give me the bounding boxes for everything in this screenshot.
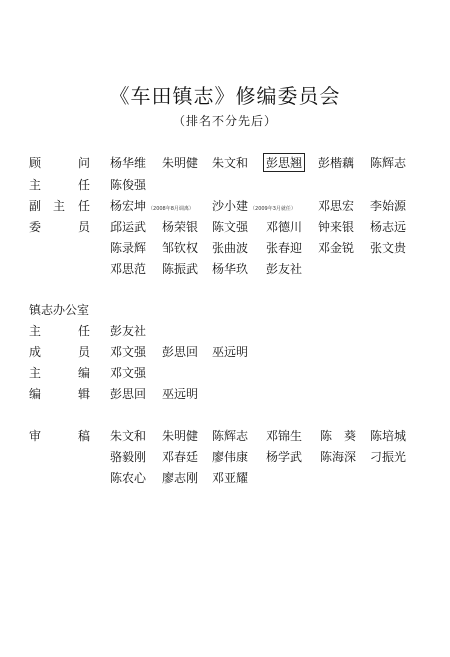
weiyuan-name-4: 邓德川 (266, 220, 303, 234)
fuzhuren-name-3: 邓思宏 (318, 199, 355, 213)
label-bianji-a: 编 (29, 387, 42, 401)
zhubian-name-1: 邓文强 (110, 366, 147, 380)
weiyuan-name-3: 陈文强 (212, 220, 249, 234)
chengyuan-name-2: 彭思回 (162, 345, 199, 359)
chengyuan-name-3: 巫远明 (212, 345, 249, 359)
weiyuan-name-13: 邓思范 (110, 262, 147, 276)
label-bianji-b: 辑 (78, 387, 91, 401)
reviewer-name-9: 廖伟康 (212, 450, 249, 464)
label-office-zhuren-a: 主 (29, 324, 42, 338)
page-title: 《车田镇志》修编委员会 (109, 84, 341, 108)
reviewer-name-12: 刁振光 (370, 450, 407, 464)
weiyuan-name-8: 邹钦权 (162, 241, 199, 255)
office-heading: 镇志办公室 (29, 303, 90, 317)
office-zhuren-name-1: 彭友社 (110, 324, 147, 338)
fuzhuren-note-1: （2008年8月调离） (148, 206, 194, 212)
reviewer-name-1: 朱文和 (110, 429, 147, 443)
label-zhuren-b: 任 (78, 178, 91, 192)
guwen-name-1: 杨华维 (110, 156, 147, 170)
weiyuan-name-2: 杨荣银 (162, 220, 199, 234)
reviewer-name-14: 廖志刚 (162, 471, 199, 485)
fuzhuren-name-2 (212, 197, 296, 214)
bianji-name-1: 彭思回 (110, 387, 147, 401)
reviewer-name-13: 陈农心 (110, 471, 147, 485)
fuzhuren-note-2: （2009年3月就任） (250, 206, 296, 212)
reviewer-name-6: 陈培城 (370, 429, 407, 443)
weiyuan-name-9: 张曲波 (212, 241, 249, 255)
label-zhubian-b: 编 (78, 366, 91, 380)
label-weiyuan-b: 员 (78, 220, 91, 234)
label-guwen-b: 问 (78, 156, 91, 170)
label-zhuren-a: 主 (29, 178, 42, 192)
label-fuzhuren-a: 副 (29, 199, 42, 213)
weiyuan-name-14: 陈振武 (162, 262, 199, 276)
label-chengyuan-a: 成 (29, 345, 42, 359)
weiyuan-name-11: 邓金锐 (318, 241, 355, 255)
fuzhuren-name-1-text: 杨宏坤 (110, 199, 147, 213)
reviewer-name-2: 朱明健 (162, 429, 199, 443)
guwen-name-3: 朱文和 (212, 156, 249, 170)
weiyuan-name-7: 陈录辉 (110, 241, 147, 255)
reviewer-name-7: 骆毅刚 (110, 450, 147, 464)
reviewer-name-10: 杨学武 (266, 450, 303, 464)
weiyuan-name-10: 张春迎 (266, 241, 303, 255)
label-guwen-a: 顾 (29, 156, 42, 170)
label-zhubian-a: 主 (29, 366, 42, 380)
reviewer-name-11: 陈海深 (320, 450, 357, 464)
guwen-name-6: 陈辉志 (370, 156, 407, 170)
guwen-name-5: 彭楷藕 (318, 156, 355, 170)
guwen-name-2: 朱明健 (162, 156, 199, 170)
fuzhuren-name-1 (110, 197, 194, 214)
guwen-name-4: 彭思翘 (263, 153, 305, 172)
weiyuan-name-6: 杨志远 (370, 220, 407, 234)
weiyuan-name-12: 张文贵 (370, 241, 407, 255)
label-fuzhuren-b: 任 (78, 199, 91, 213)
weiyuan-name-5: 钟来银 (318, 220, 355, 234)
label-fuzhuren-mid: 主 (53, 199, 66, 213)
reviewer-name-8: 邓春廷 (162, 450, 199, 464)
reviewer-name-3: 陈辉志 (212, 429, 249, 443)
label-weiyuan-a: 委 (29, 220, 42, 234)
zhuren-name-1: 陈俊强 (110, 178, 147, 192)
weiyuan-name-1: 邱运武 (110, 220, 147, 234)
page-subtitle: （排名不分先后） (172, 114, 277, 128)
label-chengyuan-b: 员 (78, 345, 91, 359)
label-shengao-a: 审 (29, 429, 42, 443)
weiyuan-name-16: 彭友社 (266, 262, 303, 276)
chengyuan-name-1: 邓文强 (110, 345, 147, 359)
label-shengao-b: 稿 (78, 429, 91, 443)
reviewer-name-15: 邓亚耀 (212, 471, 249, 485)
weiyuan-name-15: 杨华玖 (212, 262, 249, 276)
bianji-name-2: 巫远明 (162, 387, 199, 401)
reviewer-name-4: 邓锦生 (266, 429, 303, 443)
fuzhuren-name-2-text: 沙小建 (212, 199, 249, 213)
fuzhuren-name-4: 李始源 (370, 199, 407, 213)
reviewer-name-5: 陈 葵 (320, 429, 357, 443)
label-office-zhuren-b: 任 (78, 324, 91, 338)
